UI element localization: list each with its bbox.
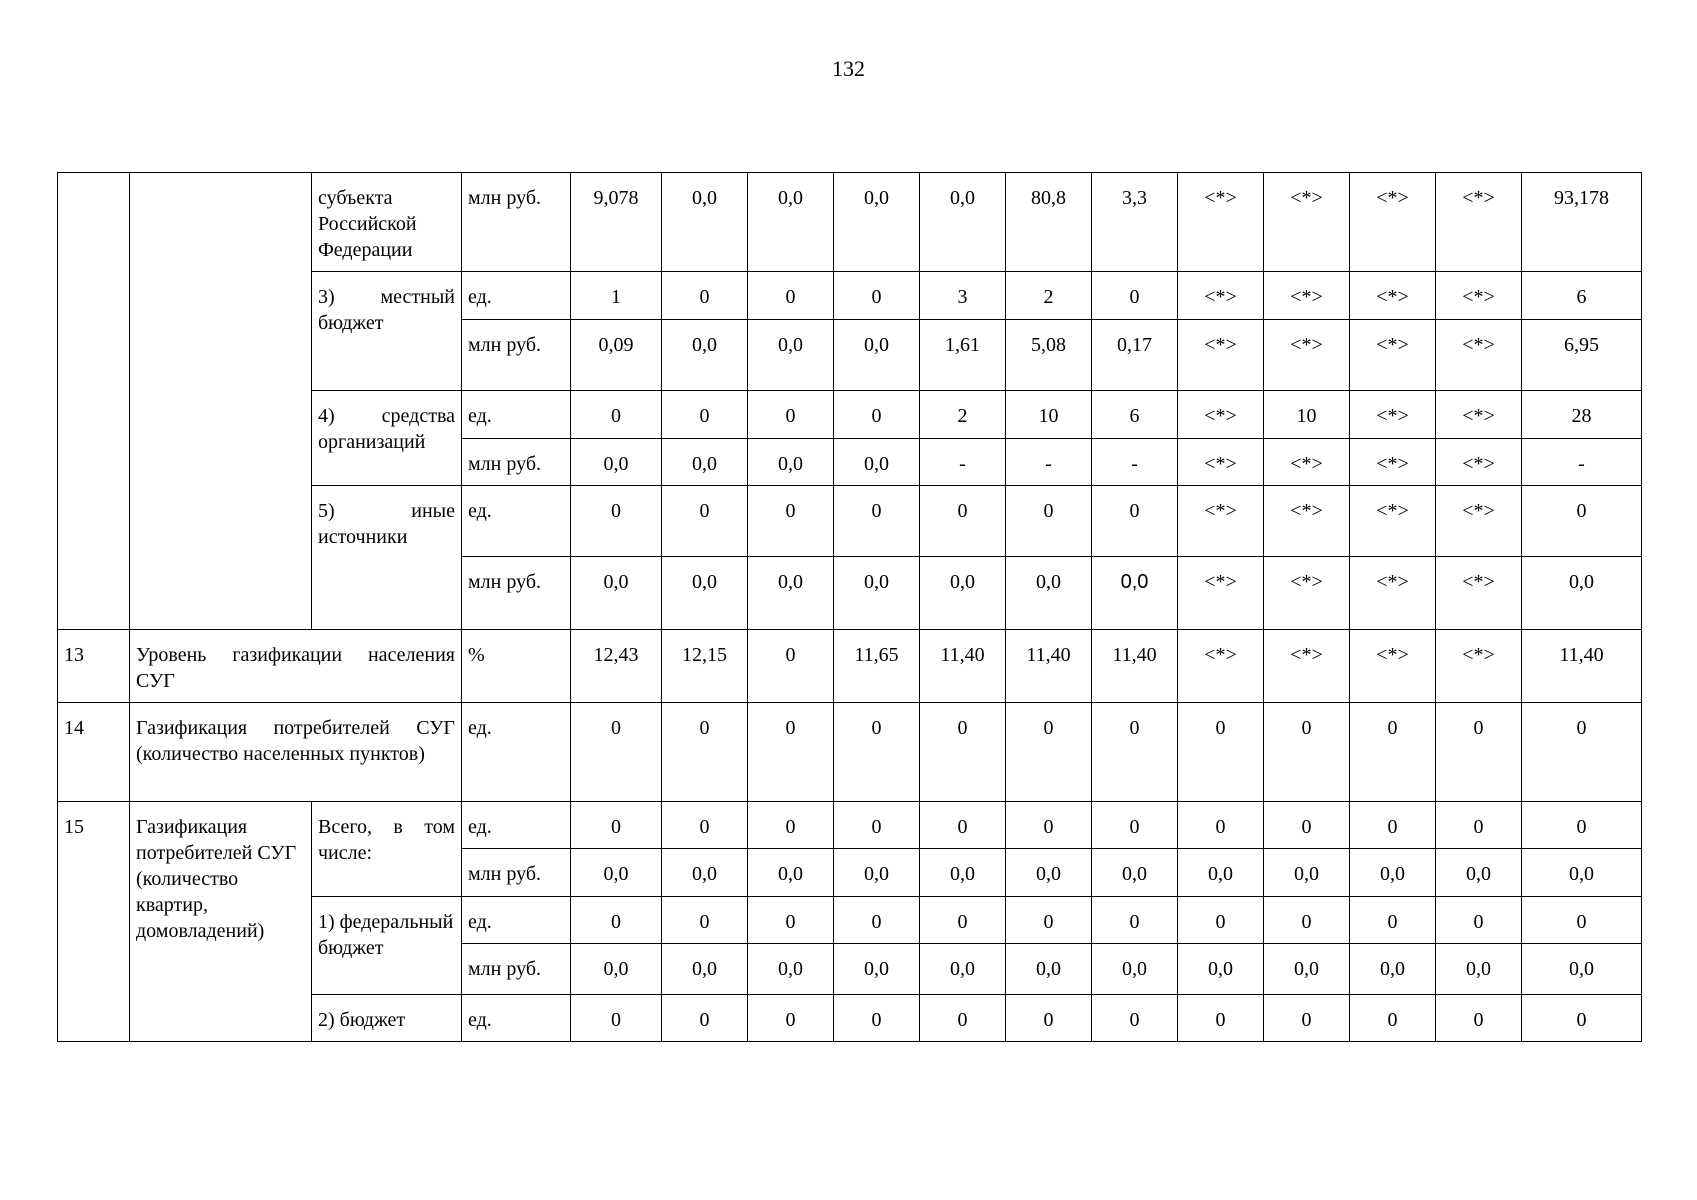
value-cell: 0	[1006, 486, 1092, 557]
value-cell: -	[1522, 439, 1642, 486]
unit-cell: ед.	[462, 995, 571, 1042]
value-cell: 0,0	[1178, 849, 1264, 897]
value-cell: 0,0	[748, 944, 834, 995]
value-cell: <*>	[1436, 320, 1522, 391]
value-cell: <*>	[1350, 630, 1436, 703]
indicator-cell: Газификация потребителей СУГ (количество квартир, домовладений)	[130, 802, 312, 1042]
value-cell: 0	[1092, 486, 1178, 557]
indicators-table	[57, 172, 1642, 1042]
value-cell: -	[1092, 439, 1178, 486]
value-cell: 0	[662, 486, 748, 557]
value-cell: <*>	[1264, 630, 1350, 703]
value-cell: 0,0	[920, 173, 1006, 272]
value-cell: 0,0	[571, 944, 662, 995]
value-cell: 11,40	[1092, 630, 1178, 703]
value-cell: 1,61	[920, 320, 1006, 391]
value-cell: 0	[748, 703, 834, 802]
value-cell: 0	[1436, 802, 1522, 849]
value-cell: 0,0	[1178, 944, 1264, 995]
value-cell: 0	[748, 995, 834, 1042]
value-cell: 0	[1264, 703, 1350, 802]
value-cell: -	[920, 439, 1006, 486]
value-cell: 0,0	[1350, 849, 1436, 897]
value-cell: 0	[1522, 995, 1642, 1042]
value-cell: 0	[1264, 995, 1350, 1042]
value-cell: <*>	[1178, 391, 1264, 439]
value-cell: 0,0	[1264, 944, 1350, 995]
value-cell: 0	[1264, 802, 1350, 849]
value-cell: 0	[1092, 272, 1178, 320]
value-cell: <*>	[1264, 173, 1350, 272]
value-cell: 28	[1522, 391, 1642, 439]
unit-cell: %	[462, 630, 571, 703]
unit-cell: ед.	[462, 486, 571, 557]
row-number-cell: 13	[58, 630, 130, 703]
unit-cell: млн руб.	[462, 173, 571, 272]
value-cell: 0	[1006, 802, 1092, 849]
value-cell: 11,65	[834, 630, 920, 703]
value-cell: 0	[1092, 995, 1178, 1042]
value-cell: 0	[748, 802, 834, 849]
value-cell: 80,8	[1006, 173, 1092, 272]
value-cell: 0,0	[748, 557, 834, 630]
value-cell: 0,0	[1006, 944, 1092, 995]
value-cell: 0	[662, 897, 748, 944]
value-cell: 10	[1006, 391, 1092, 439]
value-cell: 0,09	[571, 320, 662, 391]
value-cell: 11,40	[1522, 630, 1642, 703]
value-cell: 0	[1092, 703, 1178, 802]
value-cell: 0,0	[571, 849, 662, 897]
value-cell: 3	[920, 272, 1006, 320]
value-cell: 0	[1350, 897, 1436, 944]
value-cell: 0,0	[834, 320, 920, 391]
value-cell: 0	[920, 897, 1006, 944]
value-cell: 0	[662, 995, 748, 1042]
value-cell: 0	[748, 272, 834, 320]
value-cell: 0	[1092, 897, 1178, 944]
value-cell: 0	[571, 391, 662, 439]
value-cell: 0,0	[1436, 944, 1522, 995]
value-cell: <*>	[1178, 557, 1264, 630]
value-cell: 0	[662, 703, 748, 802]
value-cell: 0,0	[662, 944, 748, 995]
value-cell: <*>	[1178, 173, 1264, 272]
unit-cell: ед.	[462, 391, 571, 439]
value-cell: <*>	[1178, 630, 1264, 703]
value-cell: 0	[834, 703, 920, 802]
unit-cell: млн руб.	[462, 320, 571, 391]
value-cell: <*>	[1350, 486, 1436, 557]
page-number: 132	[832, 56, 865, 81]
value-cell: 0	[920, 802, 1006, 849]
value-cell: <*>	[1350, 173, 1436, 272]
value-cell: 11,40	[1006, 630, 1092, 703]
value-cell: 0,0	[834, 944, 920, 995]
value-cell: 0	[571, 995, 662, 1042]
value-cell: 0,0	[920, 557, 1006, 630]
value-cell: 0	[834, 995, 920, 1042]
value-cell: 0	[920, 703, 1006, 802]
value-cell: <*>	[1436, 272, 1522, 320]
value-cell: 0	[1178, 703, 1264, 802]
value-cell: 2	[920, 391, 1006, 439]
unit-cell: ед.	[462, 272, 571, 320]
value-cell: 6	[1522, 272, 1642, 320]
value-cell: 0,0	[1522, 944, 1642, 995]
value-cell: 0	[1006, 995, 1092, 1042]
funding-source-cell: Всего, в том числе:	[312, 802, 462, 897]
value-cell: <*>	[1436, 557, 1522, 630]
row-number-cell	[58, 173, 130, 630]
value-cell: <*>	[1350, 272, 1436, 320]
value-cell: 0,0	[1264, 849, 1350, 897]
value-cell: 0	[834, 486, 920, 557]
value-cell: 0,0	[571, 439, 662, 486]
value-cell: 0,0	[920, 849, 1006, 897]
value-cell: <*>	[1264, 557, 1350, 630]
unit-cell: ед.	[462, 897, 571, 944]
value-cell: <*>	[1264, 486, 1350, 557]
value-cell: <*>	[1264, 320, 1350, 391]
value-cell: 6	[1092, 391, 1178, 439]
table-row	[58, 630, 1642, 703]
value-cell: 0	[571, 486, 662, 557]
value-cell: 0,0	[834, 439, 920, 486]
value-cell: <*>	[1350, 439, 1436, 486]
unit-cell: ед.	[462, 703, 571, 802]
value-cell: <*>	[1350, 391, 1436, 439]
unit-cell: млн руб.	[462, 439, 571, 486]
value-cell: 0	[1350, 703, 1436, 802]
value-cell: 0	[662, 802, 748, 849]
value-cell: 0	[571, 703, 662, 802]
value-cell: 0	[920, 486, 1006, 557]
value-cell: 0,0	[1092, 557, 1178, 630]
value-cell: 0,0	[748, 439, 834, 486]
table-row	[58, 703, 1642, 802]
value-cell: <*>	[1264, 272, 1350, 320]
value-cell: 0	[1522, 802, 1642, 849]
value-cell: 0,0	[1522, 557, 1642, 630]
value-cell: 0,0	[920, 944, 1006, 995]
value-cell: 0,0	[662, 320, 748, 391]
value-cell: 0	[1006, 703, 1092, 802]
value-cell: <*>	[1264, 439, 1350, 486]
row-number-cell: 14	[58, 703, 130, 802]
funding-source-cell: 1) федеральный бюджет	[312, 897, 462, 995]
value-cell: 0,0	[1092, 849, 1178, 897]
table-row	[58, 173, 1642, 272]
value-cell: <*>	[1178, 486, 1264, 557]
value-cell: 0,0	[1350, 944, 1436, 995]
value-cell: 0	[1522, 703, 1642, 802]
value-cell: <*>	[1436, 630, 1522, 703]
value-cell: <*>	[1178, 320, 1264, 391]
value-cell: 0,0	[1522, 849, 1642, 897]
value-cell: 5,08	[1006, 320, 1092, 391]
value-cell: 0,0	[662, 173, 748, 272]
value-cell: 0	[834, 391, 920, 439]
funding-source-cell: 3) местный бюджет	[312, 272, 462, 391]
value-cell: 0	[1178, 897, 1264, 944]
table-row	[58, 802, 1642, 849]
value-cell: 11,40	[920, 630, 1006, 703]
value-cell: 0,0	[834, 557, 920, 630]
value-cell: 0	[748, 486, 834, 557]
value-cell: 0	[1350, 802, 1436, 849]
value-cell: 0	[1436, 703, 1522, 802]
value-cell: <*>	[1178, 439, 1264, 486]
value-cell: 0,0	[748, 849, 834, 897]
value-cell: 2	[1006, 272, 1092, 320]
value-cell: 0,0	[1436, 849, 1522, 897]
funding-source-cell: 5) иные источники	[312, 486, 462, 630]
indicator-cell: Уровень газификации населения СУГ	[130, 630, 462, 703]
value-cell: 0	[1522, 897, 1642, 944]
value-cell: 0,0	[1006, 849, 1092, 897]
value-cell: <*>	[1436, 486, 1522, 557]
value-cell: -	[1006, 439, 1092, 486]
unit-cell: млн руб.	[462, 849, 571, 897]
value-cell: 0	[1436, 897, 1522, 944]
value-cell: 0,17	[1092, 320, 1178, 391]
value-cell: 0	[920, 995, 1006, 1042]
value-cell: 0	[1264, 897, 1350, 944]
value-cell: 0	[1522, 486, 1642, 557]
value-cell: 0	[1436, 995, 1522, 1042]
value-cell: 0,0	[571, 557, 662, 630]
value-cell: <*>	[1436, 173, 1522, 272]
value-cell: 0	[662, 391, 748, 439]
value-cell: 0,0	[1006, 557, 1092, 630]
value-cell: <*>	[1178, 272, 1264, 320]
value-cell: 0,0	[662, 849, 748, 897]
value-cell: 0	[834, 897, 920, 944]
funding-source-cell: 2) бюджет	[312, 995, 462, 1042]
value-cell: 0	[748, 391, 834, 439]
value-cell: 0	[748, 897, 834, 944]
value-cell: <*>	[1350, 557, 1436, 630]
value-cell: 3,3	[1092, 173, 1178, 272]
value-cell: 9,078	[571, 173, 662, 272]
value-cell: 0,0	[662, 557, 748, 630]
row-number-cell: 15	[58, 802, 130, 1042]
value-cell: 0	[1350, 995, 1436, 1042]
value-cell: 0	[1092, 802, 1178, 849]
value-cell: 0,0	[748, 320, 834, 391]
value-cell: 0	[1178, 802, 1264, 849]
value-cell: <*>	[1436, 439, 1522, 486]
value-cell: 0	[1006, 897, 1092, 944]
unit-cell: млн руб.	[462, 944, 571, 995]
value-cell: 0	[571, 897, 662, 944]
value-cell: 6,95	[1522, 320, 1642, 391]
value-cell: 0,0	[834, 173, 920, 272]
value-cell: 0,0	[834, 849, 920, 897]
value-cell: 1	[571, 272, 662, 320]
value-cell: <*>	[1350, 320, 1436, 391]
indicator-cell: Газификация потребителей СУГ (количество населенных пунктов)	[130, 703, 462, 802]
value-cell: 93,178	[1522, 173, 1642, 272]
value-cell: 10	[1264, 391, 1350, 439]
unit-cell: ед.	[462, 802, 571, 849]
value-cell: 0	[834, 272, 920, 320]
value-cell: <*>	[1436, 391, 1522, 439]
value-cell: 0,0	[748, 173, 834, 272]
value-cell: 0	[571, 802, 662, 849]
value-cell: 12,15	[662, 630, 748, 703]
value-cell: 0	[834, 802, 920, 849]
value-cell: 0	[748, 630, 834, 703]
funding-source-cell: 4) средства организаций	[312, 391, 462, 486]
value-cell: 0	[662, 272, 748, 320]
value-cell: 12,43	[571, 630, 662, 703]
unit-cell: млн руб.	[462, 557, 571, 630]
funding-source-cell: субъекта Российской Федерации	[312, 173, 462, 272]
value-cell: 0	[1178, 995, 1264, 1042]
indicator-cell	[130, 173, 312, 630]
value-cell: 0,0	[1092, 944, 1178, 995]
value-cell: 0,0	[662, 439, 748, 486]
